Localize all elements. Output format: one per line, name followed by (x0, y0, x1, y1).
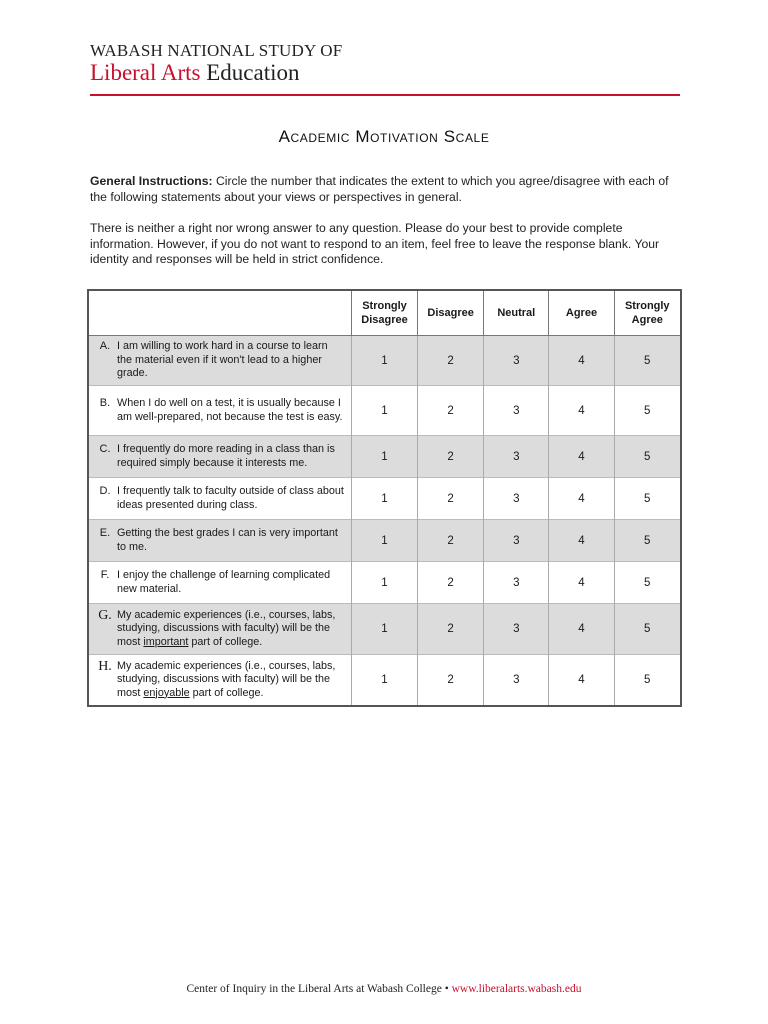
question-letter: E. (99, 527, 111, 539)
question-text-pre: I am willing to work hard in a course to learn the material even if it won't lead to a higher grade. (117, 340, 328, 380)
question-text-post: part of college. (189, 686, 264, 699)
table-row (88, 604, 681, 655)
brand-line2 (90, 60, 680, 86)
response-option[interactable]: 2 (418, 386, 484, 436)
question-text-pre: When I do well on a test, it is usually because I am well-prepared, not because the test is easy. (117, 397, 343, 423)
instructions-p1 (90, 174, 682, 205)
question-text (117, 527, 345, 554)
table-row (88, 562, 681, 604)
table-row (88, 655, 681, 706)
question-text (117, 340, 345, 381)
response-option[interactable]: 1 (351, 520, 417, 562)
response-option[interactable]: 3 (484, 562, 549, 604)
footer-text: Center of Inquiry in the Liberal Arts at Wabash College • (186, 983, 452, 995)
response-option[interactable]: 1 (351, 336, 417, 386)
footer-link[interactable]: www.liberalarts.wabash.edu (451, 983, 582, 995)
question (93, 397, 345, 424)
response-option[interactable]: 2 (418, 655, 484, 706)
instructions-p1-text: Circle the number that indicates the extent to which you agree/disagree with each of the following statements about your views or perspectives in general. (90, 174, 669, 204)
question-cell (88, 478, 351, 520)
response-option[interactable]: 2 (418, 336, 484, 386)
col-header: Disagree (418, 290, 484, 336)
col-header: Strongly Agree (614, 290, 681, 336)
question-cell (88, 386, 351, 436)
response-option[interactable]: 1 (351, 655, 417, 706)
question-letter: A. (99, 340, 111, 353)
header-rule (90, 94, 680, 96)
response-option[interactable]: 3 (484, 604, 549, 655)
question-text-pre: My academic experiences (i.e., courses, labs, studying, discussions with faculty) will be the most (117, 608, 336, 648)
table-row (88, 478, 681, 520)
table-row (88, 336, 681, 386)
question-text-pre: My academic experiences (i.e., courses, labs, studying, discussions with faculty) will be the most (117, 659, 336, 699)
question-text-pre: I enjoy the challenge of learning complicated new material. (117, 569, 331, 595)
response-option[interactable]: 1 (351, 478, 417, 520)
question-letter: F. (100, 569, 110, 581)
instructions-p2: There is neither a right nor wrong answer to any question. Please do your best to provide complete information. However, if you do not want to respond to an item, feel free to leave the response blank. Your identity and responses will be held in strict confidence. (90, 221, 660, 266)
question-text (117, 397, 345, 424)
response-option[interactable]: 1 (351, 436, 417, 478)
page-title: Academic Motivation Scale (278, 127, 490, 146)
question (93, 485, 345, 512)
table-row (88, 386, 681, 436)
response-option[interactable]: 4 (549, 520, 614, 562)
question-text (117, 569, 345, 596)
response-option[interactable]: 4 (549, 562, 614, 604)
response-option[interactable]: 4 (549, 655, 614, 706)
response-option[interactable]: 3 (484, 336, 549, 386)
question (93, 609, 345, 650)
question-column-header (88, 290, 351, 336)
question-text (117, 443, 345, 470)
question-cell (88, 336, 351, 386)
response-option[interactable]: 5 (614, 520, 681, 562)
question (93, 527, 345, 554)
response-option[interactable]: 1 (351, 562, 417, 604)
question-cell (88, 436, 351, 478)
col-header: Strongly Disagree (351, 290, 417, 336)
table-row (88, 436, 681, 478)
response-option[interactable]: 3 (484, 436, 549, 478)
question (93, 443, 345, 470)
response-option[interactable]: 2 (418, 604, 484, 655)
col-header: Agree (549, 290, 614, 336)
question-letter: C. (99, 443, 111, 455)
response-option[interactable]: 5 (614, 478, 681, 520)
question (93, 340, 345, 381)
instructions (90, 174, 682, 284)
table-row (88, 520, 681, 562)
response-option[interactable]: 5 (614, 604, 681, 655)
response-option[interactable]: 5 (614, 655, 681, 706)
response-option[interactable]: 5 (614, 386, 681, 436)
response-option[interactable]: 5 (614, 336, 681, 386)
question-cell (88, 520, 351, 562)
scale-table (87, 289, 682, 707)
question-text (117, 660, 345, 701)
response-option[interactable]: 4 (549, 604, 614, 655)
question-letter: G. (98, 607, 112, 623)
response-option[interactable]: 1 (351, 386, 417, 436)
question-text (117, 485, 345, 512)
response-option[interactable]: 5 (614, 562, 681, 604)
response-option[interactable]: 3 (484, 520, 549, 562)
response-option[interactable]: 2 (418, 436, 484, 478)
header-row (88, 290, 681, 336)
brand-header (90, 42, 680, 96)
brand-accent: Liberal Arts (90, 60, 201, 85)
question-text-pre: Getting the best grades I can is very important to me. (117, 527, 338, 553)
response-option[interactable]: 4 (549, 336, 614, 386)
response-option[interactable]: 4 (549, 386, 614, 436)
response-option[interactable]: 3 (484, 655, 549, 706)
instructions-label: General Instructions: (90, 174, 213, 188)
response-option[interactable]: 5 (614, 436, 681, 478)
response-option[interactable]: 2 (418, 520, 484, 562)
question-text-emphasis: enjoyable (143, 686, 190, 699)
response-option[interactable]: 2 (418, 562, 484, 604)
response-option[interactable]: 1 (351, 604, 417, 655)
question-cell (88, 604, 351, 655)
response-option[interactable]: 3 (484, 478, 549, 520)
response-option[interactable]: 3 (484, 386, 549, 436)
question-letter: B. (99, 397, 111, 409)
response-option[interactable]: 2 (418, 478, 484, 520)
question-letter: H. (98, 658, 112, 674)
question-cell (88, 655, 351, 706)
question-text-pre: I frequently talk to faculty outside of class about ideas presented during class. (117, 485, 344, 511)
question-text (117, 609, 345, 650)
col-header: Neutral (484, 290, 549, 336)
response-option[interactable]: 4 (549, 436, 614, 478)
question-text-post: part of college. (188, 635, 263, 648)
response-option[interactable]: 4 (549, 478, 614, 520)
question (93, 569, 345, 596)
question-text-pre: I frequently do more reading in a class than is required simply because it interests me. (117, 443, 335, 469)
brand-rest: Education (200, 60, 300, 85)
footer (0, 983, 768, 995)
question-letter: D. (99, 485, 111, 497)
brand-line1: WABASH NATIONAL STUDY OF (90, 41, 343, 60)
question-text-emphasis: important (143, 635, 189, 648)
question-cell (88, 562, 351, 604)
question (93, 660, 345, 701)
